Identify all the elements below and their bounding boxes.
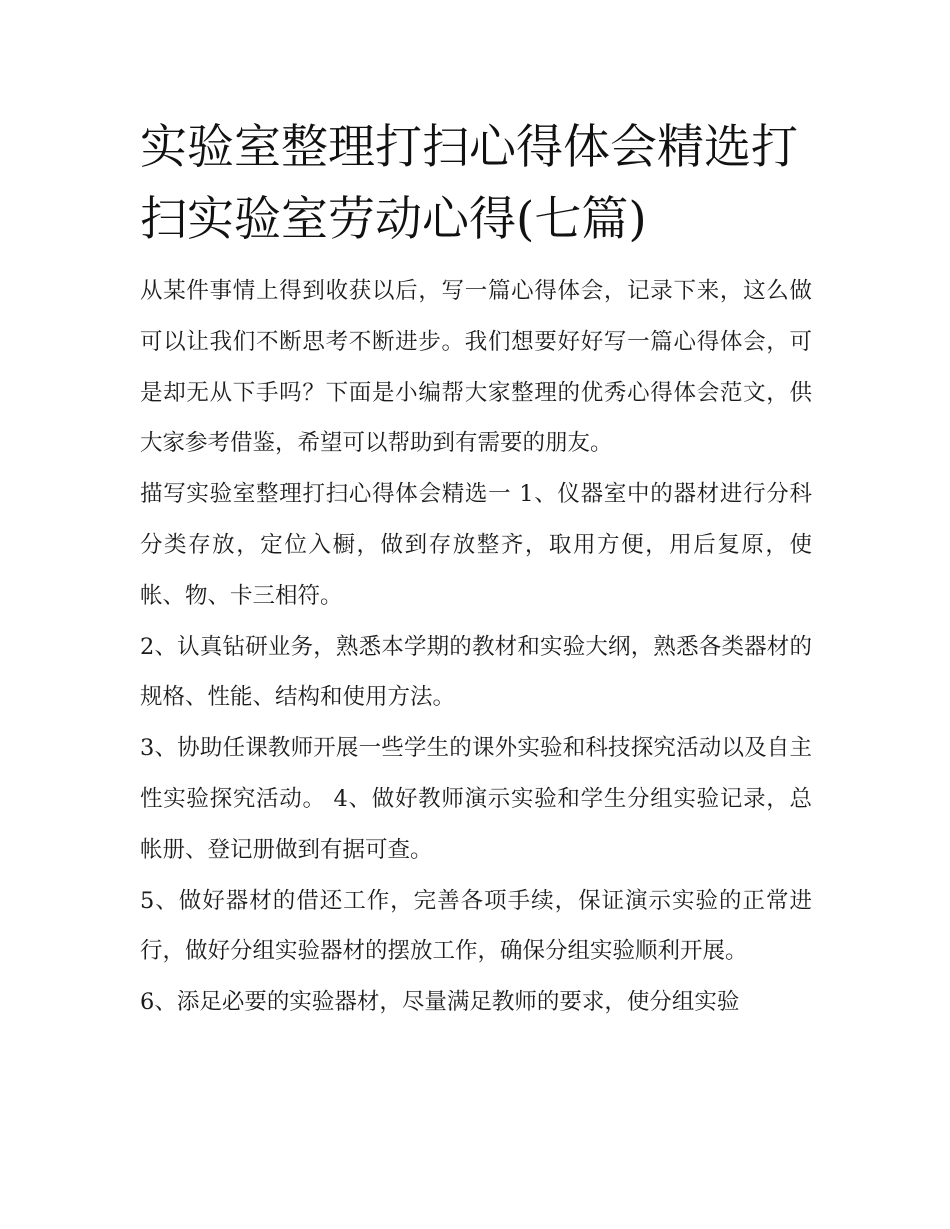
document-body — [140, 266, 812, 1028]
paragraph-item-5: 5、做好器材的借还工作，完善各项手续，保证演示实验的正常进行，做好分组实验器材的摆放工作，确保分组实验顺利开展。 — [140, 887, 812, 965]
paragraph-intro: 从某件事情上得到收获以后，写一篇心得体会，记录下来，这么做可以让我们不断思考不断进步。我们想要好好写一篇心得体会，可是却无从下手吗？下面是小编帮大家整理的优秀心得体会范文，供大家参考借鉴，希望可以帮助到有需要的朋友。 — [140, 278, 812, 457]
document-title: 实验室整理打扫心得体会精选打扫实验室劳动心得(七篇) — [140, 120, 798, 247]
paragraph-item-1: 描写实验室整理打扫心得体会精选一 1、仪器室中的器材进行分科分类存放，定位入橱，做到存放整齐，取用方便，用后复原，使帐、物、卡三相符。 — [140, 481, 812, 609]
document-content — [140, 112, 812, 1028]
paragraph-item-3-4: 3、协助任课教师开展一些学生的课外实验和科技探究活动以及自主性实验探究活动。 4、做好教师演示实验和学生分组实验记录，总帐册、登记册做到有据可查。 — [140, 735, 812, 863]
paragraph-item-2: 2、认真钻研业务，熟悉本学期的教材和实验大纲，熟悉各类器材的规格、性能、结构和使用方法。 — [140, 633, 812, 711]
paragraph-item-6: 6、添足必要的实验器材，尽量满足教师的要求，使分组实验 — [140, 989, 740, 1016]
